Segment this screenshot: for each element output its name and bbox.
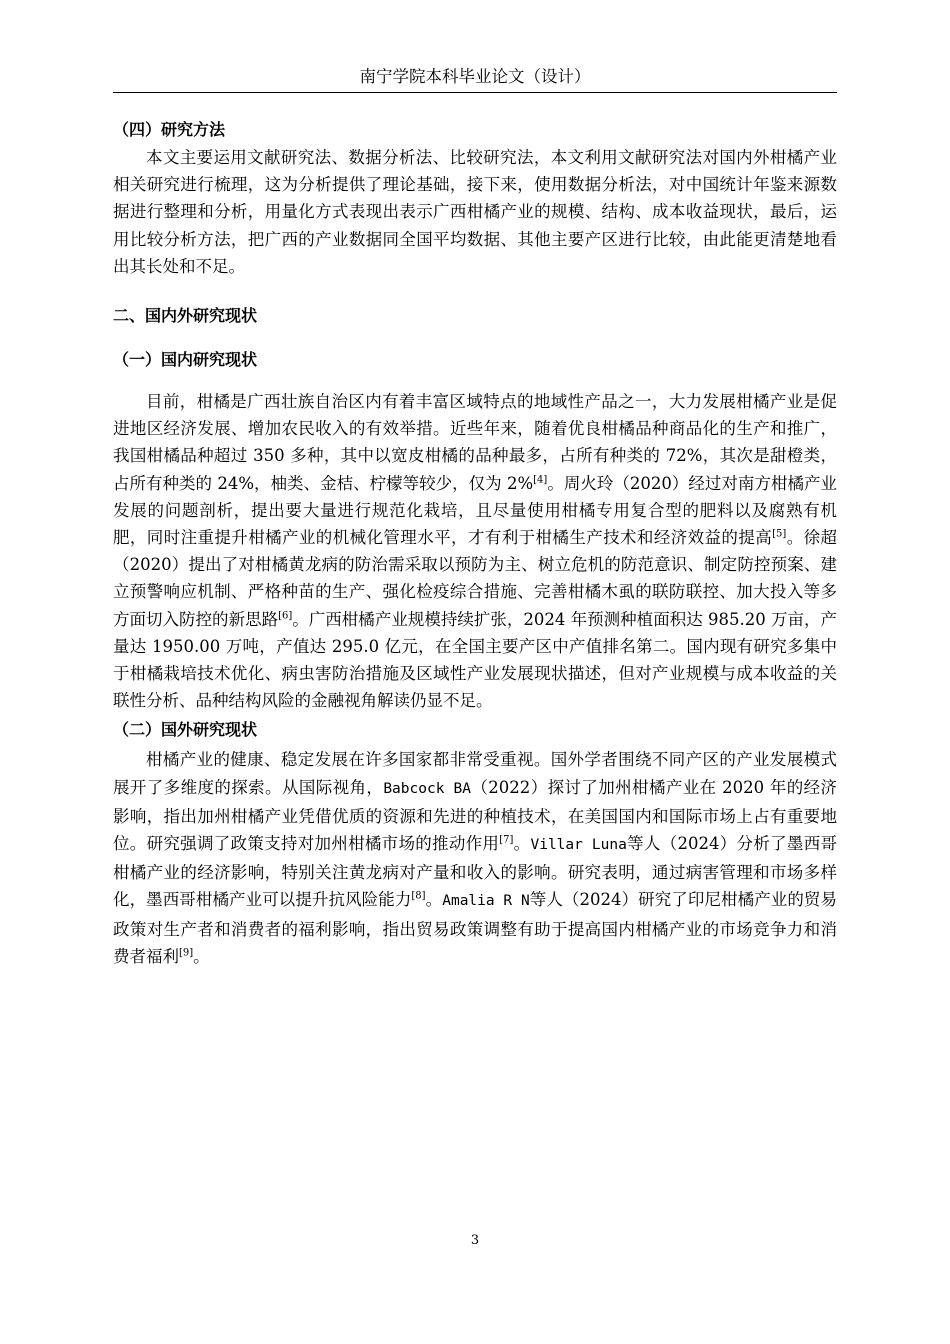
section-heading: （二）国外研究现状: [113, 720, 258, 740]
text-run: 。广西柑橘产业规模持续扩张，2024 年预测种植面积达 985.20 万亩，产量达 1950.00 万吨，产值达 295.0 亿元，在全国主要产区中产值排名第二。国内现有研究多集中于柑橘栽培技术优化、病虫害防治措施及区域性产业发展现状描述，但对产业规模与成本收益的关联性分析、品种结构风险的金融视角解读仍显不足。: [113, 609, 837, 711]
citation-ref: [9]: [179, 947, 194, 959]
citation-ref: [8]: [411, 890, 426, 902]
page-number: 3: [470, 1233, 480, 1248]
paragraph: [113, 388, 837, 714]
header-rule: [113, 92, 837, 93]
text-run: 目前，柑橘是广西壮族自治区内有着丰富区域特点的地域性产品之一，大力发展柑橘产业是促进地区经济发展、增加农民收入的有效举措。近些年来，随着优良柑橘品种商品化的生产和推广，我国柑橘品种超过 350 多种，其中以宽皮柑橘的品种最多，占所有种类的 72%，其次是甜橙类，占所有种类的 24%，柚类、金桔、柠檬等较少，仅为 2%: [113, 392, 837, 493]
author-name: Amalia R N: [442, 893, 530, 910]
citation-ref: [6]: [278, 610, 293, 622]
citation-ref: [7]: [499, 834, 514, 846]
text-run: 等人（2024）分析了墨西哥柑橘产业的经济影响，特别关注黄龙病对产量和收入的影响。研究表明，通过病害管理和市场多样化，墨西哥柑橘产业可以提升抗风险能力: [113, 834, 838, 910]
document-body: [113, 116, 837, 970]
author-name: Villar Luna: [530, 837, 627, 854]
section-foreign-status: [113, 716, 837, 970]
section-domestic-status: [113, 346, 837, 714]
text-run: 。徐超（2020）提出了对柑橘黄龙病的防治需采取以预防为主、树立危机的防范意识、制定防控预案、建立预警响应机制、严格种苗的生产、强化检疫综合措施、完善柑橘木虱的联防联控、加大投入等多方面切入防控的新思路: [113, 528, 838, 629]
text-run: 柑橘产业的健康、稳定发展在许多国家都非常受重视。国外学者围绕不同产区的产业发展模式展开了多维度的探索。从国际视角，: [113, 750, 837, 797]
text-run: 。: [193, 946, 210, 966]
text-run: 。周火玲（2020）经过对南方柑橘产业发展的问题剖析，提出要大量进行规范化栽培，且尽量使用柑橘专用复合型的肥料以及腐熟有机肥，同时注重提升柑橘产业的机械化管理水平，才有利于柑橘生产技术和经济效益的提高: [113, 473, 837, 548]
text-run: 等人（2024）研究了印尼柑橘产业的贸易政策对生产者和消费者的福利影响，指出贸易政策调整有助于提高国内柑橘产业的市场竞争力和消费者福利: [113, 890, 837, 966]
citation-ref: [5]: [772, 528, 787, 540]
author-name: Babcock BA: [383, 780, 472, 797]
section-heading: 二、国内外研究现状: [113, 306, 258, 326]
running-header: 南宁学院本科毕业论文（设计）: [359, 67, 591, 86]
text-run: 本文主要运用文献研究法、数据分析法、比较研究法，本文利用文献研究法对国内外柑橘产业相关研究进行梳理，这为分析提供了理论基础，接下来，使用数据分析法，对中国统计年鉴来源数据进行整理和分析，用量化方式表现出表示广西柑橘产业的规模、结构、成本收益现状，最后，运用比较分析方法，把广西的产业数据同全国平均数据、其他主要产区进行比较，由此能更清楚地看出其长处和不足。: [113, 148, 837, 276]
section-research-methods: [113, 116, 837, 280]
paragraph: [113, 144, 837, 280]
section-research-status: [113, 302, 837, 330]
section-heading: （四）研究方法: [113, 120, 226, 139]
paragraph: [113, 746, 837, 970]
section-heading: （一）国内研究现状: [113, 350, 258, 370]
text-run: 。: [425, 890, 443, 910]
text-run: （2022）探讨了加州柑橘产业在 2020 年的经济影响，指出加州柑橘产业凭借优质的资源和先进的种植技术，在美国国内和国际市场上占有重要地位。研究强调了政策支持对加州柑橘市场的推动作用: [113, 777, 837, 854]
text-run: 。: [513, 834, 531, 854]
citation-ref: [4]: [533, 474, 548, 486]
